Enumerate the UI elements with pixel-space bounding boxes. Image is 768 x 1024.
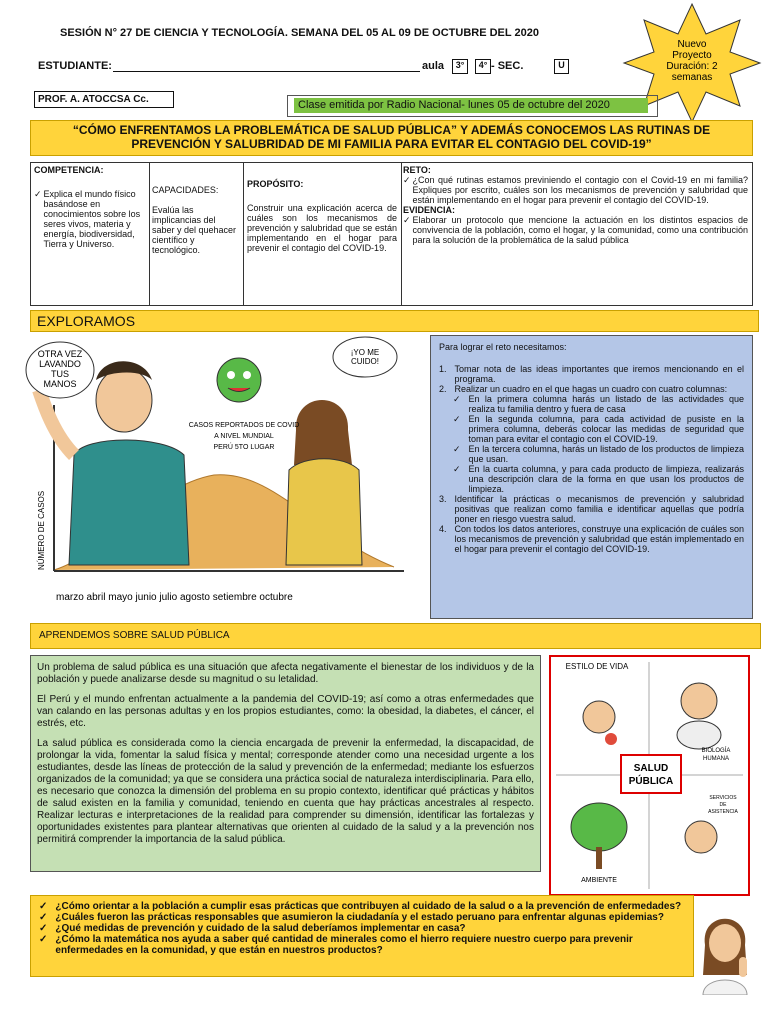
covid-illustration	[14, 335, 414, 615]
check-icon: ✓	[403, 175, 411, 185]
session-title: SESIÓN N° 27 DE CIENCIA Y TECNOLOGÍA. SEMANA DEL 05 AL 09 DE OCTUBRE DEL 2020	[60, 27, 539, 39]
grade-3-box[interactable]: 3°	[452, 59, 468, 74]
biologia-label-1: BIOLOGÍA	[701, 748, 731, 754]
check-icon: ✓	[39, 901, 48, 912]
question-1: ✓ ¿Cómo orientar a la población a cumplir esas prácticas que contribuyen al cuidado de la salud o a la prevención de enfermedades?	[39, 901, 682, 912]
star-line-2: Proyecto	[672, 50, 712, 61]
competencia-cell	[31, 163, 150, 305]
teacher-name: PROF. A. ATOCCSA Cc.	[34, 91, 174, 108]
proposito-text: Construir una explicación acerca de cuáles son los mecanismos de prevención y salubridad que se están implementando en el hogar para prevenir el contagio del COVID-19.	[247, 203, 397, 253]
salud-publica-diagram	[549, 655, 750, 896]
competencia-text: Explica el mundo físico basándose en conocimientos sobre los seres vivos, materia y energía, biodiversidad, Tierra y Universo.	[43, 189, 141, 249]
sec-value-box[interactable]: U	[554, 59, 569, 74]
radio-notice-text: Clase emitida por Radio Nacional- lunes 05 de octubre del 2020	[294, 98, 648, 113]
capacidades-text: Evalúa las implicancias del saber y del quehacer científico y tecnológico.	[152, 205, 237, 255]
banner-line-2: PREVENCIÓN Y SALUBRIDAD DE MI FAMILIA PARA EVITAR EL CONTAGIO DEL COVID-19”	[131, 137, 652, 151]
session-banner	[30, 120, 753, 156]
chart-caption-1: CASOS REPORTADOS DE COVID	[188, 422, 300, 429]
sub-step-4: ✓ En la cuarta columna, y para cada producto de limpieza, realizarás una descripción clara de la forma en que usan los productos de limpieza.	[453, 464, 744, 494]
servicios-label-3: ASISTENCIA	[708, 809, 738, 815]
paragraph-3: La salud pública es considerada como la ciencia encargada de prevenir la enfermedad, la discapacidad, de prolongar la vida, fomentar la salud física y mental; corresponde atender como una necesidad urgente a los estudiantes, desde las líneas de protección de la salud y prevención de la enfermedad; mediante los esfuerzos organizados de la comunidad; ya que se considera una práctica social de naturaleza interdisciplinaria. Para ello, es necesario que conozca la dimensión del problema en su propio contexto, identificar qué prácticas y hábitos de salud existen en la familia y comunidad, teniendo en cuenta que hay prácticas ancestrales al respecto. Realizar lecturas e interpretaciones de la realidad para comprender su dimensión, identificar las fortalezas y oportunidades existentes para plantear alternativas que orienten al cuidado de la salud y a la prevención nos permitirá comprender la importancia de la salud pública.	[37, 738, 534, 845]
step-4: 4. Con todos los datos anteriores, construye una explicación de cuáles son los mecanismos de prevención y salubridad que están implementado en el hogar para prevenir el contagio del COVID-19.	[439, 524, 744, 554]
question-4: ✓ ¿Cómo la matemática nos ayuda a saber qué cantidad de minerales como el hierro requiere nuestro cuerpo para prevenir enfermedades en la comunidad, y que están en nuestros productos?	[39, 934, 633, 956]
paragraph-2: El Perú y el mundo enfrentan actualmente a la pandemia del COVID-19; así como a otras enfermedades que van calando en las personas adultas y en los propios estudiantes, como: la obesidad, la diabetes, el cáncer, el estrés, etc.	[37, 694, 534, 729]
servicios-label-1: SERVICIOS	[709, 795, 737, 801]
student-label: ESTUDIANTE:	[38, 60, 112, 72]
y-axis-label: NÚMERO DE CASOS	[37, 490, 46, 570]
step-3: 3. Identificar la prácticas o mecanismos de prevención y salubridad positivas que realizan como familia e identificar aquellas que podría poner en riesgo vuestra salud.	[439, 494, 744, 524]
capacidades-title: CAPACIDADES:	[152, 185, 219, 195]
months-axis: marzo abril mayo junio julio agosto setiembre octubre	[56, 592, 293, 603]
sub-step-3: ✓ En la tercera columna, harás un listado de los productos de limpieza que usan.	[453, 444, 744, 464]
sub-step-2: ✓ En la segunda columna, para cada actividad de pusiste en la primera columna, deberás colocar las medidas de seguridad que toman para evitar el contagio con el COVID-19.	[453, 414, 744, 444]
sec-label: - SEC.	[491, 60, 524, 72]
teacher-avatar	[695, 905, 755, 995]
explor-header: EXPLORAMOS	[30, 310, 759, 332]
instructions-box	[430, 335, 753, 619]
check-icon: ✓	[34, 189, 42, 199]
check-icon: ✓	[39, 923, 48, 934]
check-icon: ✓	[453, 464, 461, 474]
reto-text: ¿Con qué rutinas estamos previniendo el contagio con el Covid-19 en mi familia? Expliques por escrito, cuáles son los mecanismos de prevención y salubridad que están implementando en el hogar para prevenir el contagio del COVID-19.	[412, 175, 748, 205]
bubble-man-text: OTRA VEZ LAVANDO TUS MANOS	[37, 349, 83, 389]
step-1: 1. Tomar nota de las ideas importantes que iremos mencionando en el programa.	[439, 364, 744, 384]
star-line-4: semanas	[671, 72, 713, 83]
step-2: 2. Realizar un cuadro en el que hagas un cuadro con cuatro columnas:	[439, 384, 728, 394]
competencies-table	[30, 162, 753, 306]
biologia-label-2: HUMANA	[702, 756, 730, 762]
ambiente-label: AMBIENTE	[581, 877, 617, 884]
bubble-woman-text: ¡YO ME CUIDO!	[350, 348, 380, 366]
salud-center-1: SALUD	[633, 763, 669, 774]
check-icon: ✓	[39, 934, 48, 945]
evidencia-text: Elaborar un protocolo que mencione la actuación en los distintos espacios de convivencia de la población, como el hogar, y la comunidad, como una contribución para la solución de la problemática de la salud pública	[412, 215, 748, 245]
instructions-intro: Para lograr el reto necesitamos:	[439, 342, 567, 352]
check-icon: ✓	[39, 912, 48, 923]
public-health-text	[30, 655, 541, 872]
salud-center-2: PÚBLICA	[628, 776, 674, 787]
reto-cell	[399, 163, 752, 305]
grade-4-box[interactable]: 4°	[475, 59, 491, 74]
check-icon: ✓	[403, 215, 411, 225]
student-name-line[interactable]	[113, 71, 420, 72]
estilo-label: ESTILO DE VIDA	[565, 662, 629, 671]
chart-caption-3: PERÚ 5TO LUGAR	[213, 444, 275, 451]
reto-title: RETO:	[403, 165, 431, 175]
paragraph-1: Un problema de salud pública es una situación que afecta negativamente el bienestar de los individuos y de la población y puede analizarse desde su magnitud o su letalidad.	[37, 662, 534, 685]
servicios-label-2: DE	[719, 802, 727, 808]
capacidades-cell	[149, 163, 244, 305]
aprend-header: APRENDEMOS SOBRE SALUD PÚBLICA	[30, 623, 761, 649]
star-line-1: Nuevo	[677, 39, 707, 50]
chart-caption-2: A NIVEL MUNDIAL	[214, 433, 274, 440]
radio-notice	[287, 95, 658, 117]
competencia-title: COMPETENCIA:	[34, 165, 104, 175]
reflection-questions	[30, 895, 694, 977]
question-3: ✓ ¿Qué medidas de prevención y cuidado de la salud deberíamos implementar en casa?	[39, 923, 466, 934]
evidencia-title: EVIDENCIA:	[403, 205, 456, 215]
aula-label: aula	[422, 60, 445, 72]
sub-step-1: ✓ En la primera columna harás un listado de las actividades que realiza tu familia dentro y fuera de casa	[453, 394, 744, 414]
question-2: ✓ ¿Cuáles fueron las prácticas responsables que asumieron la ciudadanía y el estado peruano para enfrentar algunas epidemias?	[39, 912, 664, 923]
proposito-title: PROPÓSITO:	[247, 179, 304, 189]
banner-line-1: “CÓMO ENFRENTAMOS LA PROBLEMÁTICA DE SALUD PÚBLICA” Y ADEMÁS CONOCEMOS LAS RUTINAS DE	[72, 123, 711, 137]
check-icon: ✓	[453, 394, 461, 404]
proposito-cell	[243, 163, 402, 305]
star-line-3: Duración: 2	[666, 61, 718, 72]
check-icon: ✓	[453, 414, 461, 424]
check-icon: ✓	[453, 444, 461, 454]
